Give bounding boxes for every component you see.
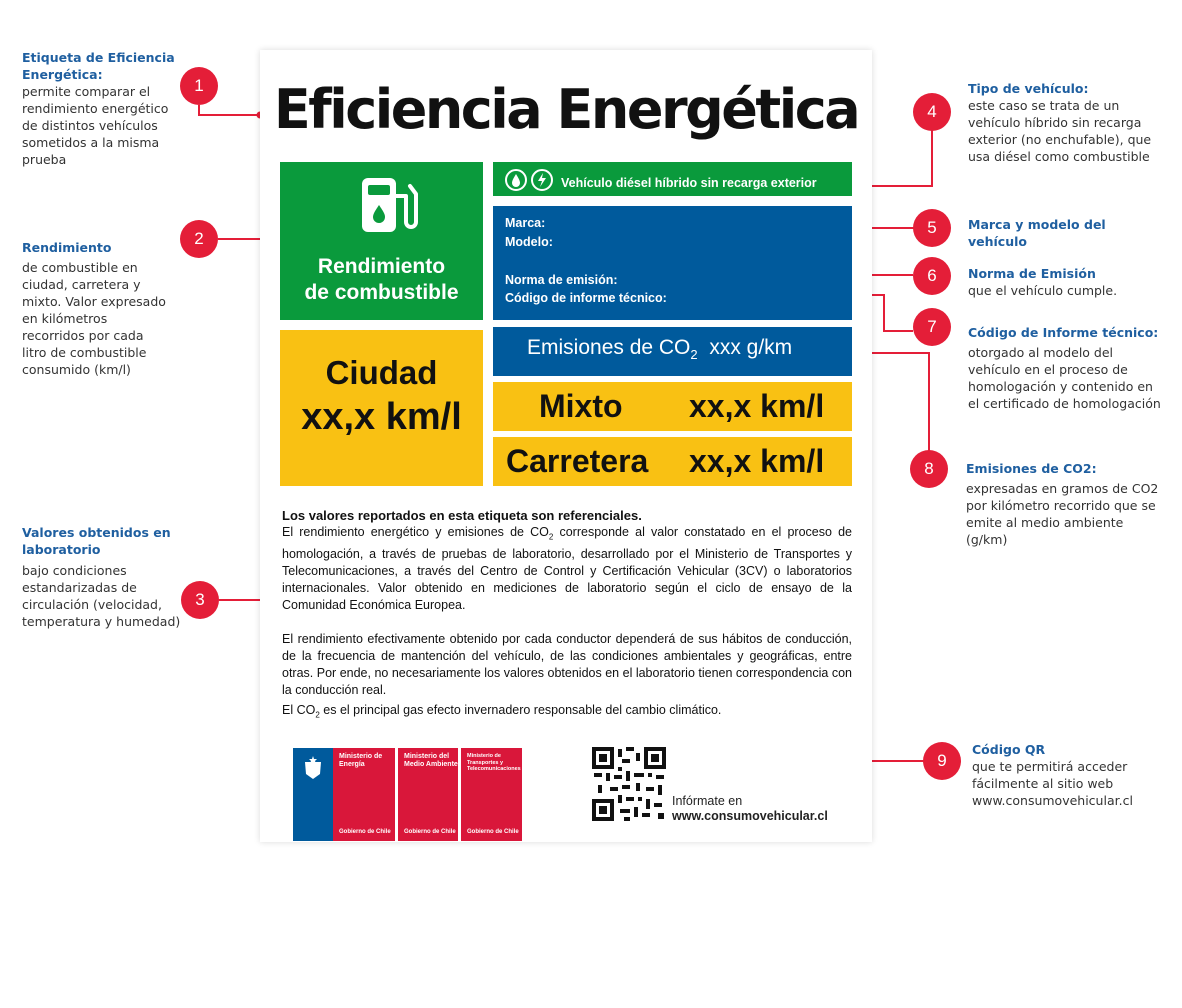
fuel-pump-icon [358, 174, 424, 238]
fuel-efficiency-box [280, 162, 483, 320]
fuel-efficiency-label [280, 254, 483, 306]
marker-6: 6 [913, 257, 951, 295]
carretera-box [493, 437, 852, 486]
logo-ministerio-transportes [461, 748, 522, 841]
annotation-7-body: otorgado al modelo del vehículo en el proceso de homologación y contenido en el certificado de homologación [968, 345, 1161, 411]
annotation-4-body: este caso se trata de un vehículo híbrido sin recarga exterior (no enchufable), que usa diésel como combustible [968, 98, 1152, 164]
mixto-value: xx,x km/l [689, 388, 825, 424]
vehicle-type-bar [493, 162, 852, 196]
annotation-5-title: Marca y modelo del vehículo [968, 217, 1106, 249]
logo-ministerio-medio-ambiente [398, 748, 458, 841]
logo-2-name: Ministerio del Medio Ambiente [404, 753, 458, 768]
marker-1: 1 [180, 67, 218, 105]
mixto-box [493, 382, 852, 431]
ciudad-box [280, 330, 483, 486]
norma-field: Norma de emisión: [505, 273, 618, 287]
vehicle-type-text: Vehículo diésel híbrido sin recarga exterior [561, 176, 817, 190]
fuel-label-line1: Rendimiento [317, 255, 446, 278]
annotation-7-title: Código de Informe técnico: [968, 325, 1159, 340]
annotation-2 [22, 239, 167, 378]
annotation-7 [968, 324, 1168, 412]
annotation-9-title: Código QR [972, 742, 1046, 757]
annotation-4 [968, 80, 1168, 165]
annotation-5 [968, 216, 1168, 250]
logo-1-footer: Gobierno de Chile [339, 829, 391, 835]
label-title: Eficiencia Energética [273, 78, 859, 141]
annotation-9 [972, 741, 1172, 809]
marker-4: 4 [913, 93, 951, 131]
co2-value: xxx g/km [709, 336, 793, 359]
annotation-3-title: Valores obtenidos en laboratorio [22, 525, 171, 557]
logo-1-name: Ministerio de Energía [339, 753, 383, 768]
marker-5: 5 [913, 209, 951, 247]
annotation-8-title: Emisiones de CO2: [966, 461, 1097, 476]
codigo-field: Código de informe técnico: [505, 291, 667, 305]
qr-website-link[interactable]: www.consumovehicular.cl [672, 809, 828, 823]
marker-3: 3 [181, 581, 219, 619]
marca-field: Marca: [505, 216, 546, 230]
fuel-drop-icon [505, 169, 527, 191]
qr-line-1: Infórmate en [672, 794, 743, 808]
modelo-field: Modelo: [505, 235, 553, 249]
leader-line-1 [199, 105, 260, 115]
annotation-1 [22, 49, 182, 168]
logo-ministerio-energia [293, 748, 395, 841]
ciudad-value: xx,x km/l [301, 396, 462, 438]
carretera-value: xx,x km/l [689, 443, 825, 479]
co2-subscript: 2 [690, 347, 698, 363]
marker-2: 2 [180, 220, 218, 258]
logo-2-footer: Gobierno de Chile [404, 829, 456, 835]
vehicle-info-box [493, 206, 852, 320]
disclaimer-paragraph-2: El rendimiento efectivamente obtenido por cada conductor dependerá de sus hábitos de conducción, de la frecuencia de mantención del vehículo, de las condiciones ambientales y geográficas, entre otras. Por ende, no necesariamente los valores obtenidos en el laboratorio tienen correspondencia con la conducción real. [282, 631, 852, 697]
annotation-8 [966, 460, 1166, 548]
annotation-1-title: Etiqueta de Eficiencia Energética: [22, 50, 175, 82]
carretera-label: Carretera [506, 443, 649, 479]
disclaimer-paragraph-1: El rendimiento energético y emisiones de $CO_2$ corresponde al valor constatado en el proceso de homologación, a través de pruebas de laboratorio, desarrollado por el Ministerio de Transportes y Telecomunicaciones, a través del Centro de Control y Certificación Vehicular (3CV) o laboratorios internacionales. Valor obtenido en mediciones de laboratorio según el ciclo de ensayo de la Comunidad Económica Europea. [282, 525, 852, 612]
ciudad-label: Ciudad [325, 354, 438, 391]
annotation-8-body: expresadas en gramos de CO2 por kilómetro recorrido que se emite al medio ambiente (g/km) [966, 481, 1159, 547]
mixto-label: Mixto [539, 388, 623, 424]
disclaimer-paragraph-3: El $CO_2$ es el principal gas efecto invernadero responsable del cambio climático. [282, 702, 722, 719]
annotation-6-title: Norma de Emisión [968, 266, 1096, 281]
annotation-2-title: Rendimiento [22, 240, 112, 255]
annotation-1-body: permite comparar el rendimiento energético de distintos vehículos sometidos a la misma prueba [22, 84, 169, 167]
marker-8: 8 [910, 450, 948, 488]
co2-prefix: Emisiones de CO [527, 336, 691, 359]
annotation-6 [968, 265, 1168, 299]
co2-emissions-bar [493, 327, 852, 376]
lightning-bolt-icon [531, 169, 553, 191]
annotation-4-title: Tipo de vehículo: [968, 81, 1089, 96]
fuel-label-line2: de combustible [304, 281, 459, 304]
logo-3-name: Ministerio de Transportes y Telecomunicaciones [467, 753, 521, 772]
disclaimer-text [282, 507, 852, 723]
marker-7: 7 [913, 308, 951, 346]
annotation-6-body: que el vehículo cumple. [968, 283, 1118, 298]
chile-coat-of-arms-icon [293, 748, 333, 808]
co2-text [527, 336, 792, 362]
annotation-2-body: de combustible en ciudad, carretera y mixto. Valor expresado en kilómetros recorridos por cada litro de combustible consumido (km/l) [22, 260, 166, 377]
logo-3-footer: Gobierno de Chile [467, 829, 519, 835]
annotation-9-body: que te permitirá acceder fácilmente al sitio web www.consumovehicular.cl [972, 759, 1133, 808]
annotation-3-body: bajo condiciones estandarizadas de circulación (velocidad, temperatura y humedad) [22, 563, 181, 629]
annotation-3 [22, 524, 182, 630]
energy-label-card [260, 50, 872, 842]
disclaimer-heading: Los valores reportados en esta etiqueta son referenciales. [282, 508, 642, 523]
qr-code-icon[interactable] [592, 747, 666, 821]
marker-9: 9 [923, 742, 961, 780]
